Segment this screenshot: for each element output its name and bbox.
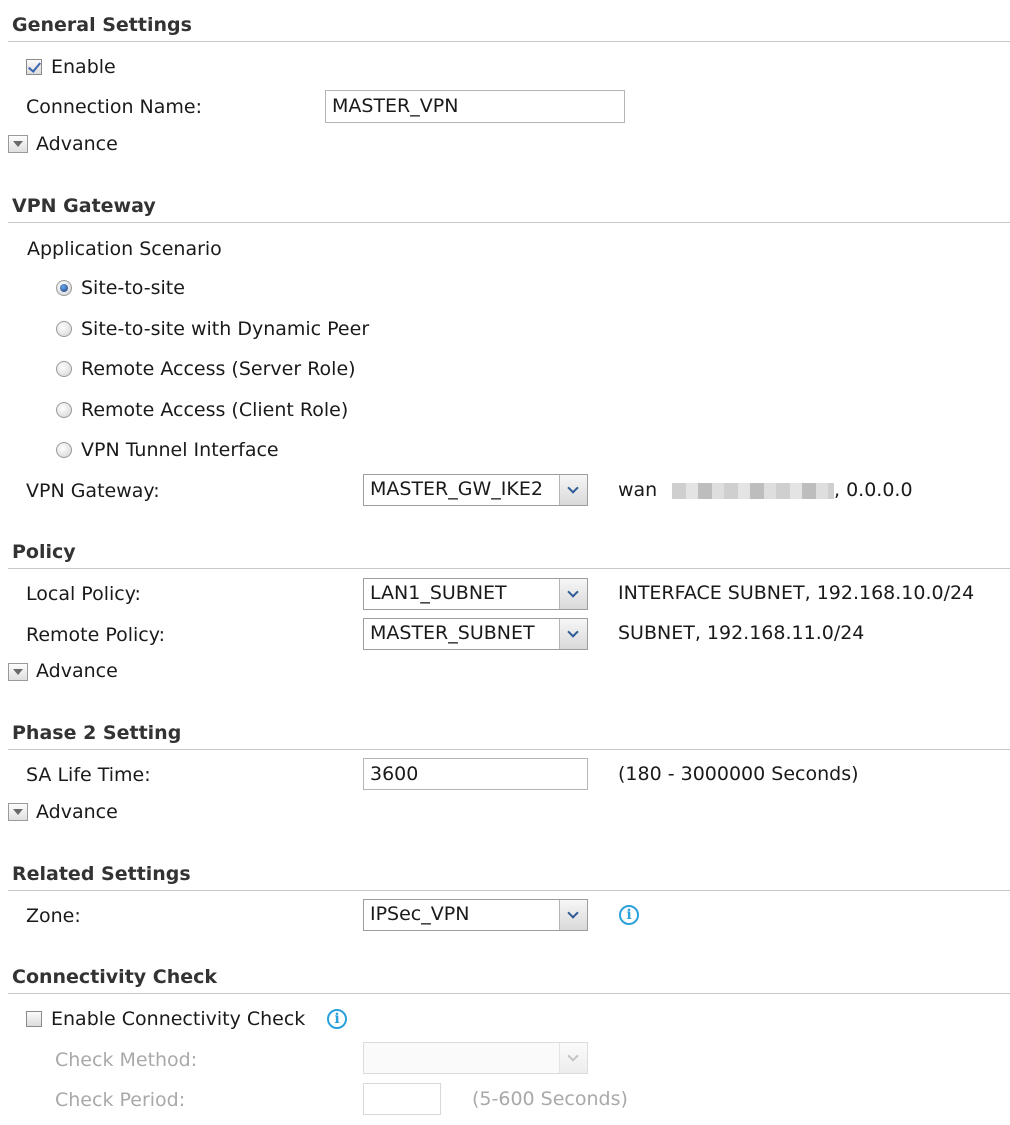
vpn-gateway-label: VPN Gateway: xyxy=(26,480,160,502)
scenario-remote-server-radio[interactable] xyxy=(56,361,72,377)
enable-label: Enable xyxy=(51,56,116,78)
chevron-down-icon[interactable] xyxy=(559,619,587,649)
scenario-dynamic-peer-label[interactable]: Site-to-site with Dynamic Peer xyxy=(81,318,370,340)
enable-checkbox[interactable] xyxy=(26,59,42,75)
vpn-gateway-select[interactable] xyxy=(363,474,588,506)
related-settings-title: Related Settings xyxy=(12,863,191,885)
zone-select[interactable] xyxy=(363,899,588,931)
sa-life-time-input[interactable]: 3600 xyxy=(363,758,588,790)
check-method-label: Check Method: xyxy=(55,1049,198,1071)
local-policy-select-value: LAN1_SUBNET xyxy=(370,582,507,604)
vpn-gateway-select-value: MASTER_GW_IKE2 xyxy=(370,478,543,500)
scenario-remote-server-label[interactable]: Remote Access (Server Role) xyxy=(81,358,356,380)
chevron-down-icon[interactable] xyxy=(559,1043,587,1073)
phase2-title: Phase 2 Setting xyxy=(12,722,182,744)
connectivity-check-title: Connectivity Check xyxy=(12,966,218,988)
vpn-gateway-info-suffix: , 0.0.0.0 xyxy=(834,479,913,501)
local-policy-select[interactable] xyxy=(363,578,588,610)
chevron-down-icon[interactable] xyxy=(559,900,587,930)
general-settings-title: General Settings xyxy=(12,14,192,36)
phase2-advance-toggle-icon[interactable] xyxy=(8,803,28,821)
policy-advance-toggle-icon[interactable] xyxy=(8,663,28,681)
remote-policy-select-value: MASTER_SUBNET xyxy=(370,622,535,644)
local-policy-label: Local Policy: xyxy=(26,583,141,605)
policy-advance-label[interactable]: Advance xyxy=(36,660,118,682)
policy-divider xyxy=(8,568,1010,569)
sa-life-time-range: (180 - 3000000 Seconds) xyxy=(618,763,859,785)
remote-policy-label: Remote Policy: xyxy=(26,624,166,646)
redacted-address xyxy=(672,483,834,499)
enable-connectivity-check-checkbox[interactable] xyxy=(26,1011,42,1027)
scenario-tunnel-interface-label[interactable]: VPN Tunnel Interface xyxy=(81,439,279,461)
general-advance-toggle-icon[interactable] xyxy=(8,135,28,153)
vpn-gateway-info-prefix: wan xyxy=(618,479,658,501)
scenario-remote-client-radio[interactable] xyxy=(56,402,72,418)
scenario-tunnel-interface-radio[interactable] xyxy=(56,442,72,458)
scenario-dynamic-peer-radio[interactable] xyxy=(56,321,72,337)
scenario-remote-client-label[interactable]: Remote Access (Client Role) xyxy=(81,399,349,421)
chevron-down-icon[interactable] xyxy=(559,475,587,505)
phase2-advance-label[interactable]: Advance xyxy=(36,801,118,823)
scenario-site-to-site-label[interactable]: Site-to-site xyxy=(81,277,185,299)
enable-connectivity-check-label: Enable Connectivity Check xyxy=(51,1008,306,1030)
zone-info-icon[interactable]: i xyxy=(619,905,639,925)
check-period-input[interactable] xyxy=(363,1083,441,1115)
connection-name-input[interactable]: MASTER_VPN xyxy=(325,90,625,123)
related-settings-divider xyxy=(8,890,1010,891)
check-method-select[interactable] xyxy=(363,1042,588,1074)
policy-title: Policy xyxy=(12,541,76,563)
sa-life-time-label: SA Life Time: xyxy=(26,764,151,786)
connectivity-info-icon[interactable]: i xyxy=(327,1009,347,1029)
general-settings-divider xyxy=(8,41,1010,42)
connectivity-check-divider xyxy=(8,993,1010,994)
phase2-divider xyxy=(8,749,1010,750)
zone-select-value: IPSec_VPN xyxy=(370,903,470,925)
vpn-gateway-divider xyxy=(8,222,1010,223)
scenario-site-to-site-radio[interactable] xyxy=(56,280,72,296)
chevron-down-icon[interactable] xyxy=(559,579,587,609)
local-policy-info: INTERFACE SUBNET, 192.168.10.0/24 xyxy=(618,582,975,604)
application-scenario-label: Application Scenario xyxy=(27,238,222,260)
remote-policy-info: SUBNET, 192.168.11.0/24 xyxy=(618,622,865,644)
vpn-gateway-title: VPN Gateway xyxy=(12,195,156,217)
connection-name-label: Connection Name: xyxy=(26,96,203,118)
check-period-label: Check Period: xyxy=(55,1089,186,1111)
remote-policy-select[interactable] xyxy=(363,618,588,650)
zone-label: Zone: xyxy=(26,905,81,927)
general-advance-label[interactable]: Advance xyxy=(36,133,118,155)
check-period-range: (5-600 Seconds) xyxy=(472,1088,628,1110)
